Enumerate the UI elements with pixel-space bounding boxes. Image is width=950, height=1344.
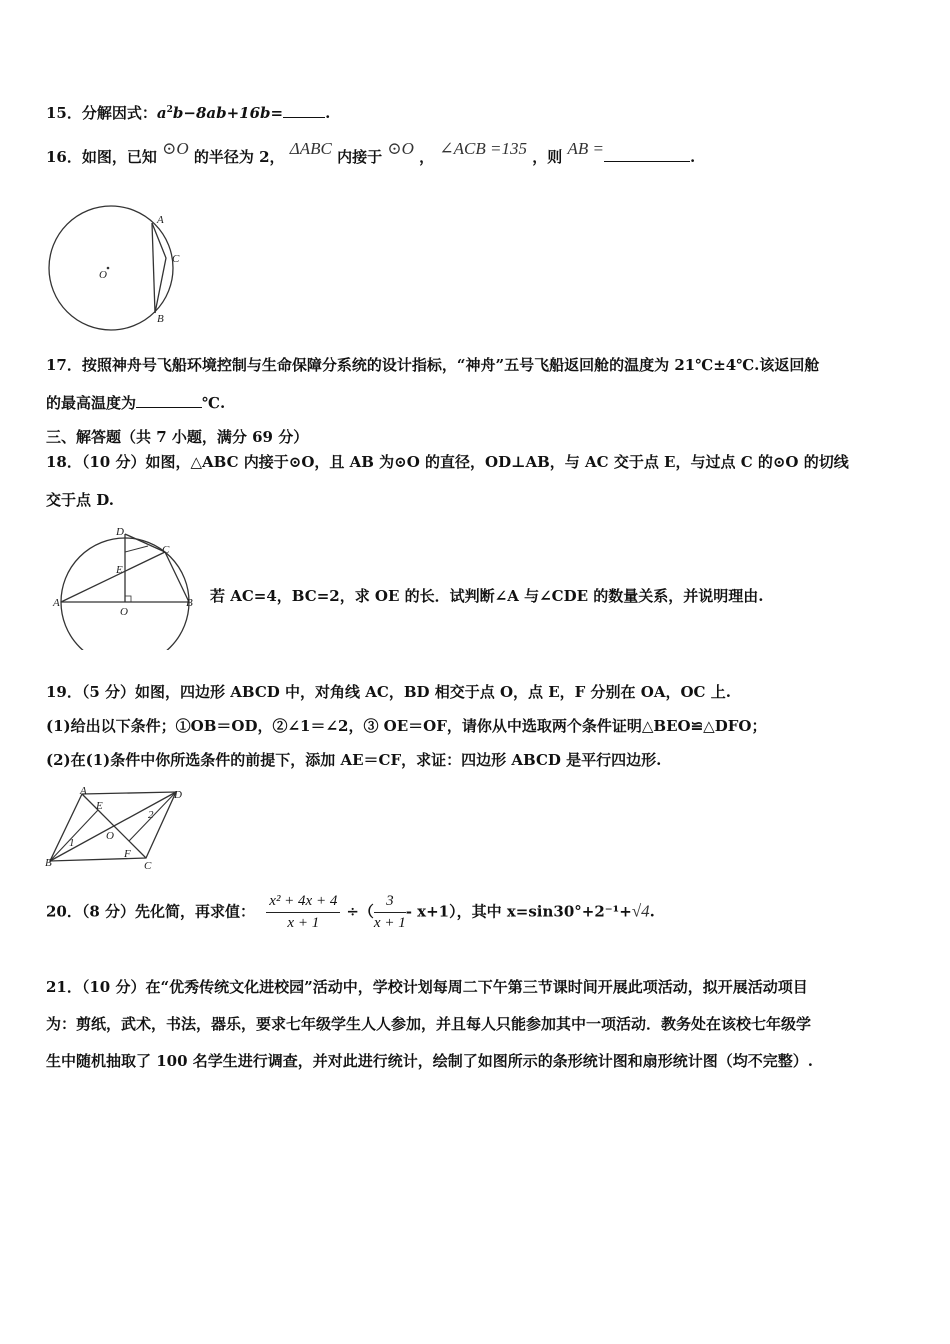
q15-answer-blank <box>283 105 325 118</box>
q16-text-2: 的半径为 2， <box>193 148 285 166</box>
q16-text-5: ，则 <box>532 148 563 166</box>
q20-fraction-2 <box>374 893 406 932</box>
question-19-line-2: (1)给出以下条件；①OB＝OD，②∠1＝∠2，③ OE＝OF，请你从中选取两个条件证明△BEO≌△DFO； <box>46 717 767 735</box>
q16-answer-blank <box>604 149 690 162</box>
q16-label-b: B <box>157 313 164 325</box>
q16-end: . <box>689 148 696 166</box>
question-17-line-2 <box>46 392 225 413</box>
q16-text-3: 内接于 <box>337 148 383 166</box>
q18-line-cb <box>165 552 189 602</box>
q20-text-2: - x+1），其中 x=sin30°+2⁻¹+ <box>405 902 632 921</box>
q19-line-be <box>50 810 98 861</box>
q20-fraction-2-denominator: x + 1 <box>373 915 406 931</box>
q16-math-triangle: ΔABC <box>289 139 332 158</box>
q20-fraction-1-numerator: x² + 4x + 4 <box>266 893 340 913</box>
q20-sqrt: √4 <box>631 901 650 921</box>
q18-label-c: C <box>162 544 170 556</box>
q15-expr-a: a <box>156 104 167 122</box>
q20-fraction-1 <box>266 893 340 932</box>
q16-label-a: A <box>157 214 164 226</box>
q15-text: 分解因式： <box>81 104 157 122</box>
q17-text-a: 的最高温度为 <box>46 394 137 412</box>
q16-chord-ab <box>152 223 155 313</box>
q17-answer-blank <box>136 395 202 408</box>
q15-expr-sup: 2 <box>166 105 173 115</box>
q19-label-f: F <box>124 848 131 860</box>
q19-figure <box>44 786 194 872</box>
question-18-side-text: 若 AC=4，BC=2，求 OE 的长．试判断∠A 与∠CDE 的数量关系，并说明理由. <box>210 587 764 605</box>
question-17-line-1: 17．按照神舟号飞船环境控制与生命保障分系统的设计指标，“神舟”五号飞船返回舱的温度为 21℃±4℃.该返回舱 <box>46 356 820 374</box>
q20-end: . <box>649 902 655 921</box>
q18-tangent-dc <box>125 534 165 552</box>
q16-center-dot <box>107 267 110 270</box>
question-16 <box>46 139 696 167</box>
q16-label-c: C <box>172 253 180 265</box>
q19-label-e: E <box>96 800 103 812</box>
question-18-line-2: 交于点 D. <box>46 491 114 509</box>
q20-fraction-1-denominator: x + 1 <box>287 915 320 931</box>
q18-label-d: D <box>116 526 124 538</box>
q19-label-o: O <box>106 830 114 842</box>
question-20 <box>46 893 655 932</box>
q20-number: 20． <box>46 902 82 921</box>
q16-text-1: 如图，已知 <box>81 148 157 166</box>
q18-line-aux <box>125 546 148 552</box>
q20-text-1: （8 分）先化简，再求值： <box>81 902 256 921</box>
q19-label-1: 1 <box>69 837 75 849</box>
q20-divide: ÷（ <box>346 902 374 921</box>
q16-math-circle-o: ⊙O <box>162 139 189 158</box>
q16-math-ab: AB = <box>567 139 604 158</box>
question-19-line-1: 19．（5 分）如图，四边形 ABCD 中，对角线 AC，BD 相交于点 O，点 E，F 分别在 OA，OC 上. <box>46 683 731 701</box>
q16-label-o: O <box>99 269 107 281</box>
question-21-line-1: 21．（10 分）在“优秀传统文化进校园”活动中，学校计划每周二下午第三节课时间开展此项活动，拟开展活动项目 <box>46 978 808 996</box>
section-3-title: 三、解答题（共 7 小题，满分 69 分） <box>46 428 309 446</box>
q19-label-c: C <box>144 860 152 872</box>
q19-label-b: B <box>45 857 52 869</box>
q18-label-e: E <box>116 564 123 576</box>
q16-number: 16． <box>46 148 82 166</box>
q19-label-2: 2 <box>148 809 154 821</box>
question-21-line-3: 生中随机抽取了 100 名学生进行调查，并对此进行统计，绘制了如图所示的条形统计图和扇形统计图（均不完整）. <box>46 1052 813 1070</box>
q15-end: . <box>325 104 331 122</box>
question-21-line-2: 为：剪纸，武术，书法，器乐，要求七年级学生人人参加，并且每人只能参加其中一项活动．教务处在该校七年级学 <box>46 1015 812 1033</box>
q16-math-angle: ∠ACB =135 <box>439 139 527 158</box>
q15-expr-rest: b−8ab+16b= <box>172 104 284 122</box>
q18-right-angle-mark <box>125 596 131 602</box>
q17-text-b: ℃. <box>202 394 226 412</box>
q16-figure <box>44 198 194 334</box>
question-15 <box>46 102 330 123</box>
q18-label-a: A <box>53 597 60 609</box>
q18-label-b: B <box>186 597 193 609</box>
q16-text-4: ， <box>419 148 435 166</box>
q16-math-circle-o-2: ⊙O <box>387 139 414 158</box>
q19-label-d: D <box>174 789 182 801</box>
q20-fraction-2-numerator: 3 <box>374 893 406 913</box>
question-19-line-3: (2)在(1)条件中你所选条件的前提下，添加 AE＝CF，求证：四边形 ABCD 是平行四边形. <box>46 751 662 769</box>
q15-number: 15． <box>46 104 82 122</box>
q19-label-a: A <box>80 786 87 797</box>
q18-label-o: O <box>120 606 128 618</box>
q19-diagonal-bd <box>50 792 176 861</box>
q18-figure <box>52 520 202 650</box>
question-18-line-1: 18．（10 分）如图，△ABC 内接于⊙O，且 AB 为⊙O 的直径，OD⊥AB，与 AC 交于点 E，与过点 C 的⊙O 的切线 <box>46 453 849 471</box>
